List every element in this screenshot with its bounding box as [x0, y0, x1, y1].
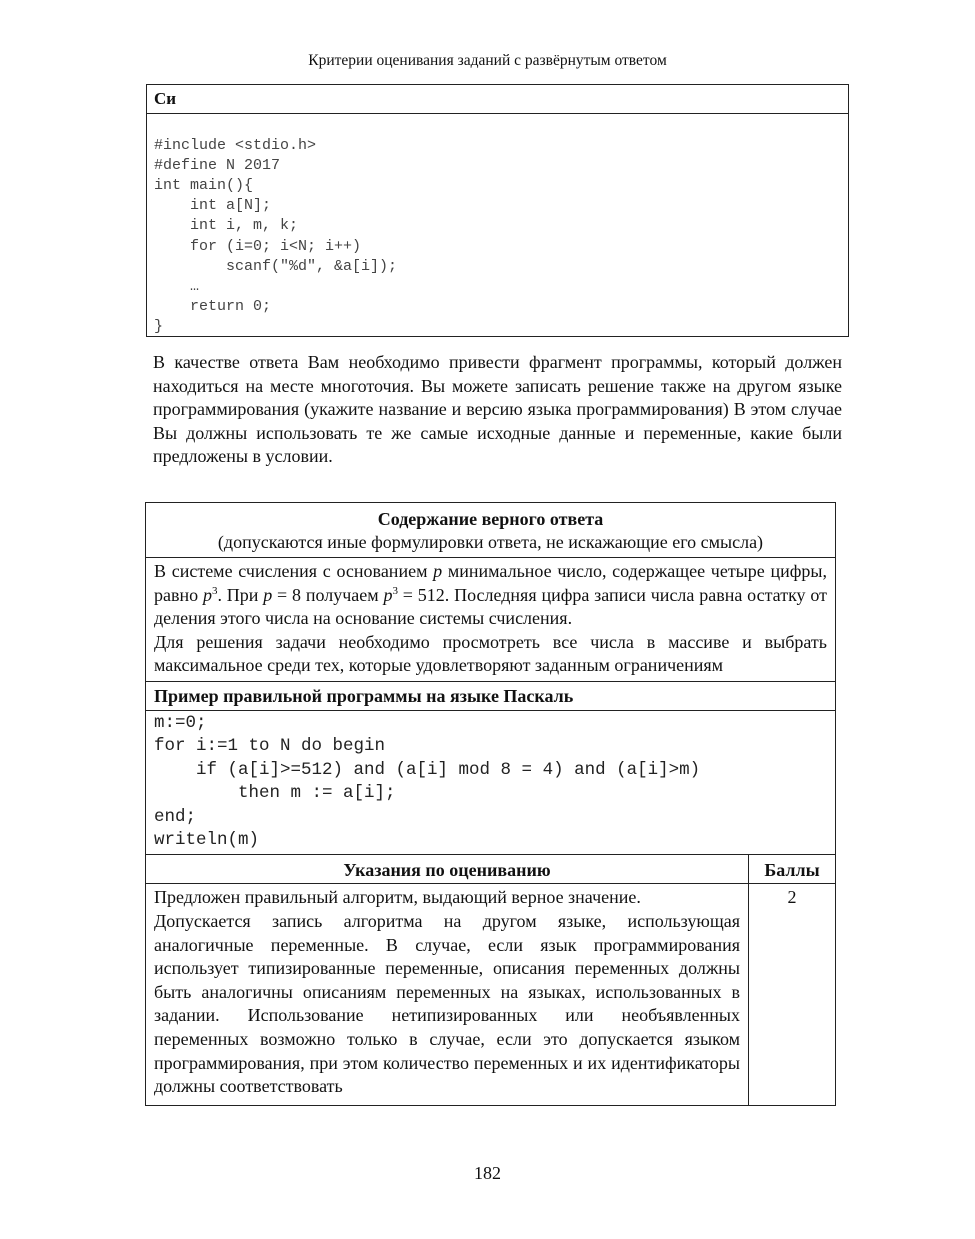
grading-header-row	[146, 855, 835, 884]
explanation-paragraph-1: В системе счисления с основанием p минимальное число, содержащее четыре цифры, равно $p^3$. При p = 8 получаем $p^3 = 512$. Последняя цифра записи числа равна остатку от деления этого числа на основание системы счисления.	[154, 561, 828, 629]
answer-subheading: (допускаются иные формулировки ответа, не искажающие его смысла)	[217, 532, 764, 552]
c-code-line: #define N 2017	[154, 157, 281, 175]
pascal-code-line: end;	[154, 806, 197, 827]
c-code-box	[146, 84, 849, 337]
c-code-title: Си	[147, 85, 848, 114]
c-code-line: #include <stdio.h>	[154, 137, 317, 155]
c-code-line: int main(){	[154, 177, 254, 195]
pascal-code-line: m:=0;	[154, 712, 207, 733]
c-code-line: }	[154, 317, 164, 335]
answer-heading-cell	[146, 503, 835, 558]
answer-heading: Содержание верного ответа	[377, 509, 604, 529]
c-code-line: scanf("%d", &a[i]);	[154, 257, 398, 275]
pascal-code-line: if (a[i]>=512) and (a[i] mod 8 = 4) and (a[i]>m)	[154, 759, 701, 780]
c-code-line: return 0;	[154, 297, 272, 315]
grading-row-1-line-2: Допускается запись алгоритма на другом языке, использующая аналогичные переменные. В случае, если язык программирования использует типизированные переменные, описания переменных должны быть аналогичны описаниям переменных на языках, использованных в задании. Использование нетипизированных или необъявленных переменных возможно только в случае, если это допускается языком программирования, при этом количество переменных и их идентификаторы должны соответствовать	[154, 911, 740, 1097]
page-header: Критерии оценивания заданий с развёрнутым ответом	[308, 52, 667, 69]
answer-table	[145, 502, 836, 1106]
c-code-line: int a[N];	[154, 197, 272, 215]
c-code-line: for (i=0; i<N; i++)	[154, 237, 362, 255]
example-title: Пример правильной программы на языке Паскаль	[146, 682, 835, 711]
pascal-code-line: then m := a[i];	[154, 783, 396, 804]
grading-points-header: Баллы	[764, 860, 820, 881]
answer-explanation	[146, 558, 835, 682]
c-code-listing	[147, 114, 848, 377]
pascal-code-line: for i:=1 to N do begin	[154, 736, 386, 757]
pascal-code-line: writeln(m)	[154, 830, 260, 850]
grading-row-1-points: 2	[787, 887, 797, 908]
c-code-line: int i, m, k;	[154, 217, 299, 235]
explanation-paragraph-2: Для решения задачи необходимо просмотреть все числа в массиве и выбрать максимальное среди тех, которые удовлетворяют заданным ограничениям	[154, 631, 827, 676]
grading-row-1	[146, 884, 835, 1105]
pascal-code-listing	[146, 711, 835, 855]
instruction-paragraph: В качестве ответа Вам необходимо привести фрагмент программы, который должен находиться на месте многоточия. Вы можете записать решение также на другом языке программирования (укажите название и версию языка программирования) В этом случае Вы должны использовать те же самые исходные данные и переменные, какие были предложены в условии.	[153, 352, 842, 467]
grading-row-1-text	[146, 884, 749, 1105]
c-code-line: …	[154, 277, 200, 295]
grading-row-1-line-1: Предложен правильный алгоритм, выдающий верное значение.	[154, 887, 641, 908]
grading-instructions-header: Указания по оцениванию	[146, 855, 749, 883]
page-number: 182	[474, 1163, 501, 1183]
